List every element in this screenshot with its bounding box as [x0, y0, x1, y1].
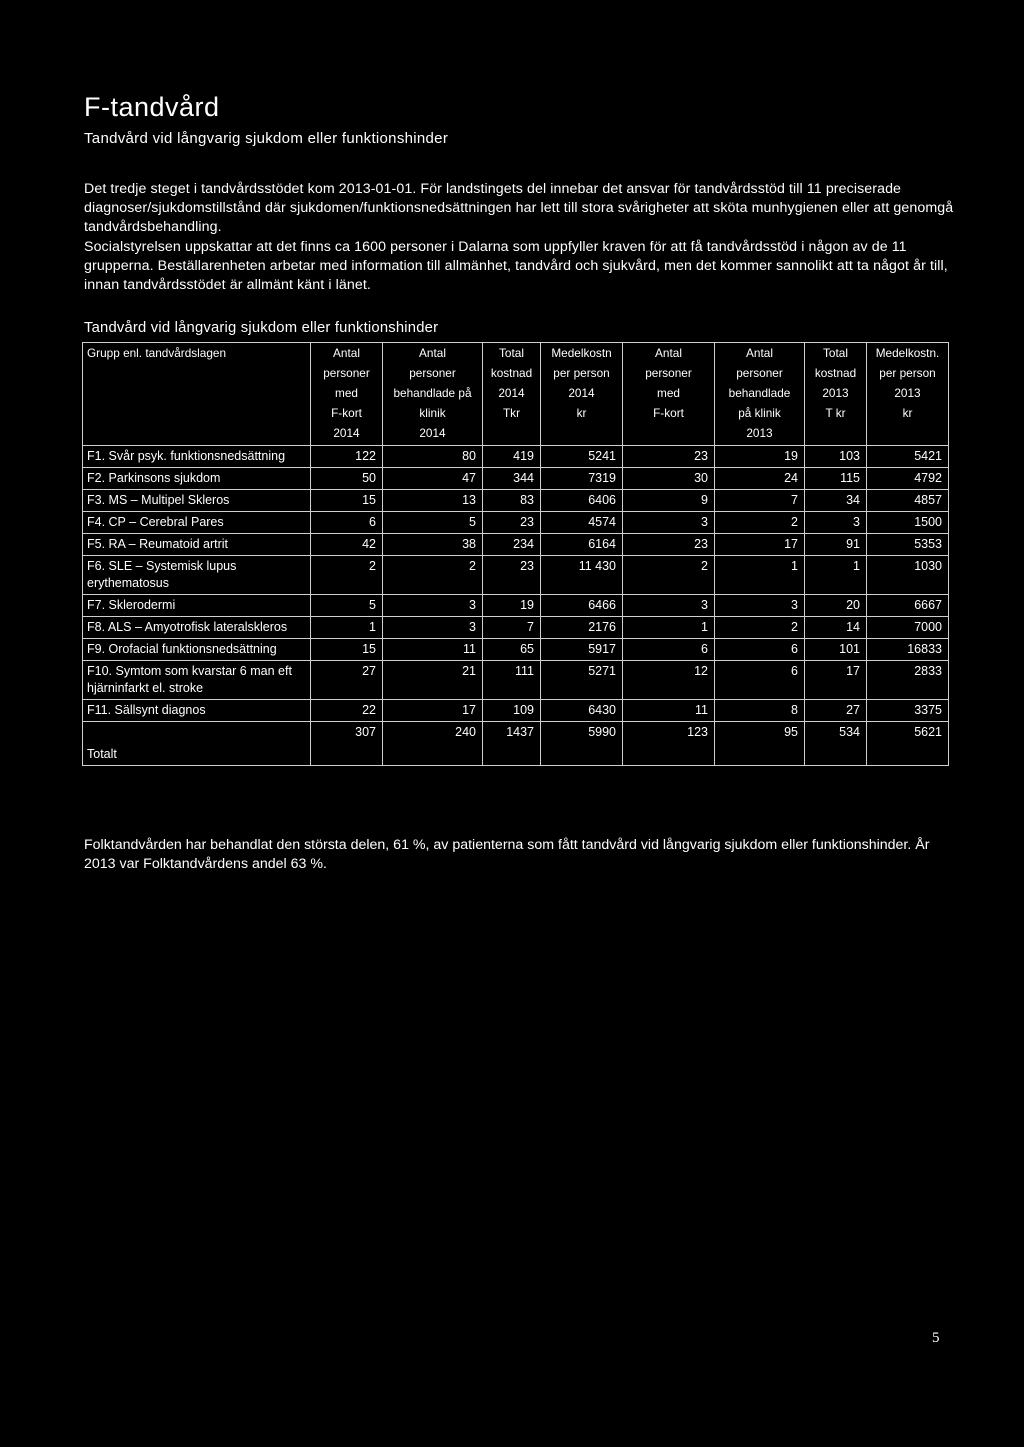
column-header — [715, 343, 805, 446]
row-label: F2. Parkinsons sjukdom — [83, 468, 311, 490]
table-cell: 47 — [383, 468, 483, 490]
column-header-line: behandlade på — [393, 386, 472, 400]
table-cell: 2 — [311, 556, 383, 595]
column-header-line: personer — [323, 366, 370, 380]
column-header — [623, 343, 715, 446]
table-title: Tandvård vid långvarig sjukdom eller funktionshinder — [84, 320, 439, 336]
table-cell: 3375 — [867, 700, 949, 722]
column-header-line: personer — [645, 366, 692, 380]
table-cell: 3 — [383, 595, 483, 617]
column-header-line: F-kort — [653, 406, 684, 420]
page-subtitle: Tandvård vid långvarig sjukdom eller funktionshinder — [84, 130, 449, 147]
table-cell: 9 — [623, 490, 715, 512]
column-header-line: Antal — [746, 346, 773, 360]
total-row — [83, 722, 949, 766]
column-header-line: med — [335, 386, 358, 400]
column-header — [867, 343, 949, 446]
table-cell: 1 — [623, 617, 715, 639]
table-cell: 5 — [311, 595, 383, 617]
row-label: F10. Symtom som kvarstar 6 man eft hjärninfarkt el. stroke — [83, 661, 311, 700]
table-cell: 123 — [623, 722, 715, 766]
table-cell: 19 — [715, 446, 805, 468]
table-cell: 17 — [715, 534, 805, 556]
column-header-line: kr — [576, 406, 587, 420]
table-cell: 5990 — [541, 722, 623, 766]
table-cell: 307 — [311, 722, 383, 766]
table-cell: 6430 — [541, 700, 623, 722]
table-row — [83, 446, 949, 468]
table-cell: 5271 — [541, 661, 623, 700]
table-cell: 111 — [483, 661, 541, 700]
row-label: F4. CP – Cerebral Pares — [83, 512, 311, 534]
column-header-line: per person — [553, 366, 610, 380]
statistics-table — [82, 342, 949, 766]
table-cell: 1 — [311, 617, 383, 639]
table-cell: 3 — [805, 512, 867, 534]
table-row — [83, 639, 949, 661]
table-cell: 1030 — [867, 556, 949, 595]
table-cell: 6 — [623, 639, 715, 661]
column-header-line: 2013 — [746, 426, 773, 440]
column-header-line: Total — [823, 346, 848, 360]
table-cell: 2833 — [867, 661, 949, 700]
table-cell: 7000 — [867, 617, 949, 639]
table-cell: 5 — [383, 512, 483, 534]
table-row — [83, 490, 949, 512]
table-cell: 11 430 — [541, 556, 623, 595]
table-cell: 20 — [805, 595, 867, 617]
table-cell: 109 — [483, 700, 541, 722]
table-cell: 5241 — [541, 446, 623, 468]
table-cell: 7319 — [541, 468, 623, 490]
table-row — [83, 661, 949, 700]
table-cell: 6466 — [541, 595, 623, 617]
table-cell: 115 — [805, 468, 867, 490]
column-header-line: Antal — [333, 346, 360, 360]
intro-paragraph: Det tredje steget i tandvårdsstödet kom 2013-01-01. För landstingets del innebar det ansvar för tandvårdsstöd till 11 preciserade diagnoser/sjukdomstillstånd där sjukdomen/funktionsnedsättningen har lett till stora svårigheter att sköta munhygienen eller att genomgå tandvårdsbehandling. — [84, 181, 954, 235]
table-cell: 27 — [311, 661, 383, 700]
row-label: F6. SLE – Systemisk lupus erythematosus — [83, 556, 311, 595]
table-cell: 42 — [311, 534, 383, 556]
table-row — [83, 468, 949, 490]
column-header-line: behandlade — [728, 386, 791, 400]
table-cell: 6 — [715, 639, 805, 661]
table-cell: 95 — [715, 722, 805, 766]
column-header-line: personer — [409, 366, 456, 380]
row-label: F3. MS – Multipel Skleros — [83, 490, 311, 512]
table-cell: 15 — [311, 490, 383, 512]
table-cell: 23 — [483, 556, 541, 595]
column-header-line: med — [657, 386, 680, 400]
table-row — [83, 534, 949, 556]
column-header-line: Grupp enl. tandvårdslagen — [87, 346, 227, 360]
table-cell: 4574 — [541, 512, 623, 534]
table-cell: 6 — [311, 512, 383, 534]
column-header-line: kostnad — [814, 366, 857, 380]
column-header-line: per person — [879, 366, 936, 380]
table-cell: 19 — [483, 595, 541, 617]
table-row — [83, 700, 949, 722]
row-label: F9. Orofacial funktionsnedsättning — [83, 639, 311, 661]
table-cell: 23 — [483, 512, 541, 534]
column-header — [83, 343, 311, 446]
table-cell: 3 — [383, 617, 483, 639]
column-header-line: Antal — [419, 346, 446, 360]
table-cell: 34 — [805, 490, 867, 512]
table-cell: 83 — [483, 490, 541, 512]
table-cell: 17 — [383, 700, 483, 722]
column-header-line: 2014 — [568, 386, 595, 400]
table-cell: 4792 — [867, 468, 949, 490]
table-cell: 65 — [483, 639, 541, 661]
table-cell: 8 — [715, 700, 805, 722]
table-cell: 5917 — [541, 639, 623, 661]
column-header-line: klinik — [419, 406, 446, 420]
table-row — [83, 556, 949, 595]
table-cell: 16833 — [867, 639, 949, 661]
column-header-line: Tkr — [502, 406, 521, 420]
table-cell: 6406 — [541, 490, 623, 512]
table-cell: 12 — [623, 661, 715, 700]
column-header-line: Total — [499, 346, 524, 360]
page-title: F-tandvård — [84, 92, 220, 122]
column-header-line: F-kort — [331, 406, 362, 420]
table-cell: 419 — [483, 446, 541, 468]
table-cell: 7 — [483, 617, 541, 639]
table-cell: 1500 — [867, 512, 949, 534]
column-header-line: Medelkostn. — [875, 346, 940, 360]
table-cell: 1437 — [483, 722, 541, 766]
row-label: F5. RA – Reumatoid artrit — [83, 534, 311, 556]
table-cell: 7 — [715, 490, 805, 512]
table-cell: 5421 — [867, 446, 949, 468]
table-cell: 15 — [311, 639, 383, 661]
table-cell: 2 — [715, 617, 805, 639]
table-cell: 2176 — [541, 617, 623, 639]
table-cell: 80 — [383, 446, 483, 468]
estimate-paragraph: Socialstyrelsen uppskattar att det finns ca 1600 personer i Dalarna som uppfyller kraven för att få tandvårdsstöd i någon av de 11 grupperna. Beställarenheten arbetar med information till allmänhet, tandvård och sjukvård, men det kommer sannolikt att ta något år till, innan tandvårdsstödet är allmänt känt i länet. — [84, 239, 948, 293]
column-header-line: kr — [902, 406, 913, 420]
table-cell: 1 — [715, 556, 805, 595]
table-cell: 21 — [383, 661, 483, 700]
table-cell: 6667 — [867, 595, 949, 617]
column-header-line: 2014 — [498, 386, 525, 400]
table-cell: 3 — [623, 595, 715, 617]
row-label: F7. Sklerodermi — [83, 595, 311, 617]
table-cell: 234 — [483, 534, 541, 556]
table-cell: 17 — [805, 661, 867, 700]
table-row — [83, 595, 949, 617]
table-cell: 27 — [805, 700, 867, 722]
table-cell: 6 — [715, 661, 805, 700]
column-header-line: 2014 — [333, 426, 360, 440]
table-cell: 2 — [383, 556, 483, 595]
row-label: F8. ALS – Amyotrofisk lateralskleros — [83, 617, 311, 639]
table-cell: 5621 — [867, 722, 949, 766]
column-header — [311, 343, 383, 446]
row-label: F11. Sällsynt diagnos — [83, 700, 311, 722]
table-cell: 2 — [715, 512, 805, 534]
column-header-line: personer — [736, 366, 783, 380]
column-header-line: Antal — [655, 346, 682, 360]
table-cell: 103 — [805, 446, 867, 468]
table-cell: 38 — [383, 534, 483, 556]
column-header-line: 2014 — [419, 426, 446, 440]
table-cell: 1 — [805, 556, 867, 595]
table-cell: 3 — [623, 512, 715, 534]
table-cell: 13 — [383, 490, 483, 512]
table-cell: 22 — [311, 700, 383, 722]
row-label: F1. Svår psyk. funktionsnedsättning — [83, 446, 311, 468]
table-cell: 240 — [383, 722, 483, 766]
table-cell: 122 — [311, 446, 383, 468]
table-cell: 50 — [311, 468, 383, 490]
table-cell: 4857 — [867, 490, 949, 512]
column-header-line: T kr — [825, 406, 846, 420]
table-cell: 30 — [623, 468, 715, 490]
table-cell: 91 — [805, 534, 867, 556]
column-header-line: Medelkostn — [551, 346, 612, 360]
column-header — [483, 343, 541, 446]
column-header-line: 2013 — [894, 386, 921, 400]
table-row — [83, 617, 949, 639]
table-cell: 534 — [805, 722, 867, 766]
summary-paragraph: Folktandvården har behandlat den största delen, 61 %, av patienterna som fått tandvård vid långvarig sjukdom eller funktionshinder. År 2013 var Folktandvårdens andel 63 %. — [84, 837, 930, 872]
table-header-row — [83, 343, 949, 446]
table-body — [83, 446, 949, 766]
table-cell: 6164 — [541, 534, 623, 556]
column-header-line: på klinik — [738, 406, 781, 420]
table-row — [83, 512, 949, 534]
column-header — [805, 343, 867, 446]
column-header — [383, 343, 483, 446]
table-cell: 24 — [715, 468, 805, 490]
table-cell: 5353 — [867, 534, 949, 556]
table-cell: 11 — [383, 639, 483, 661]
table-cell: 11 — [623, 700, 715, 722]
column-header-line: 2013 — [822, 386, 849, 400]
table-cell: 23 — [623, 446, 715, 468]
table-cell: 344 — [483, 468, 541, 490]
column-header — [541, 343, 623, 446]
table-cell: 23 — [623, 534, 715, 556]
table-cell: 14 — [805, 617, 867, 639]
table-cell: 3 — [715, 595, 805, 617]
table-cell: 101 — [805, 639, 867, 661]
row-label: Totalt — [83, 722, 311, 766]
column-header-line: kostnad — [490, 366, 533, 380]
table-cell: 2 — [623, 556, 715, 595]
page-number: 5 — [932, 1330, 940, 1346]
